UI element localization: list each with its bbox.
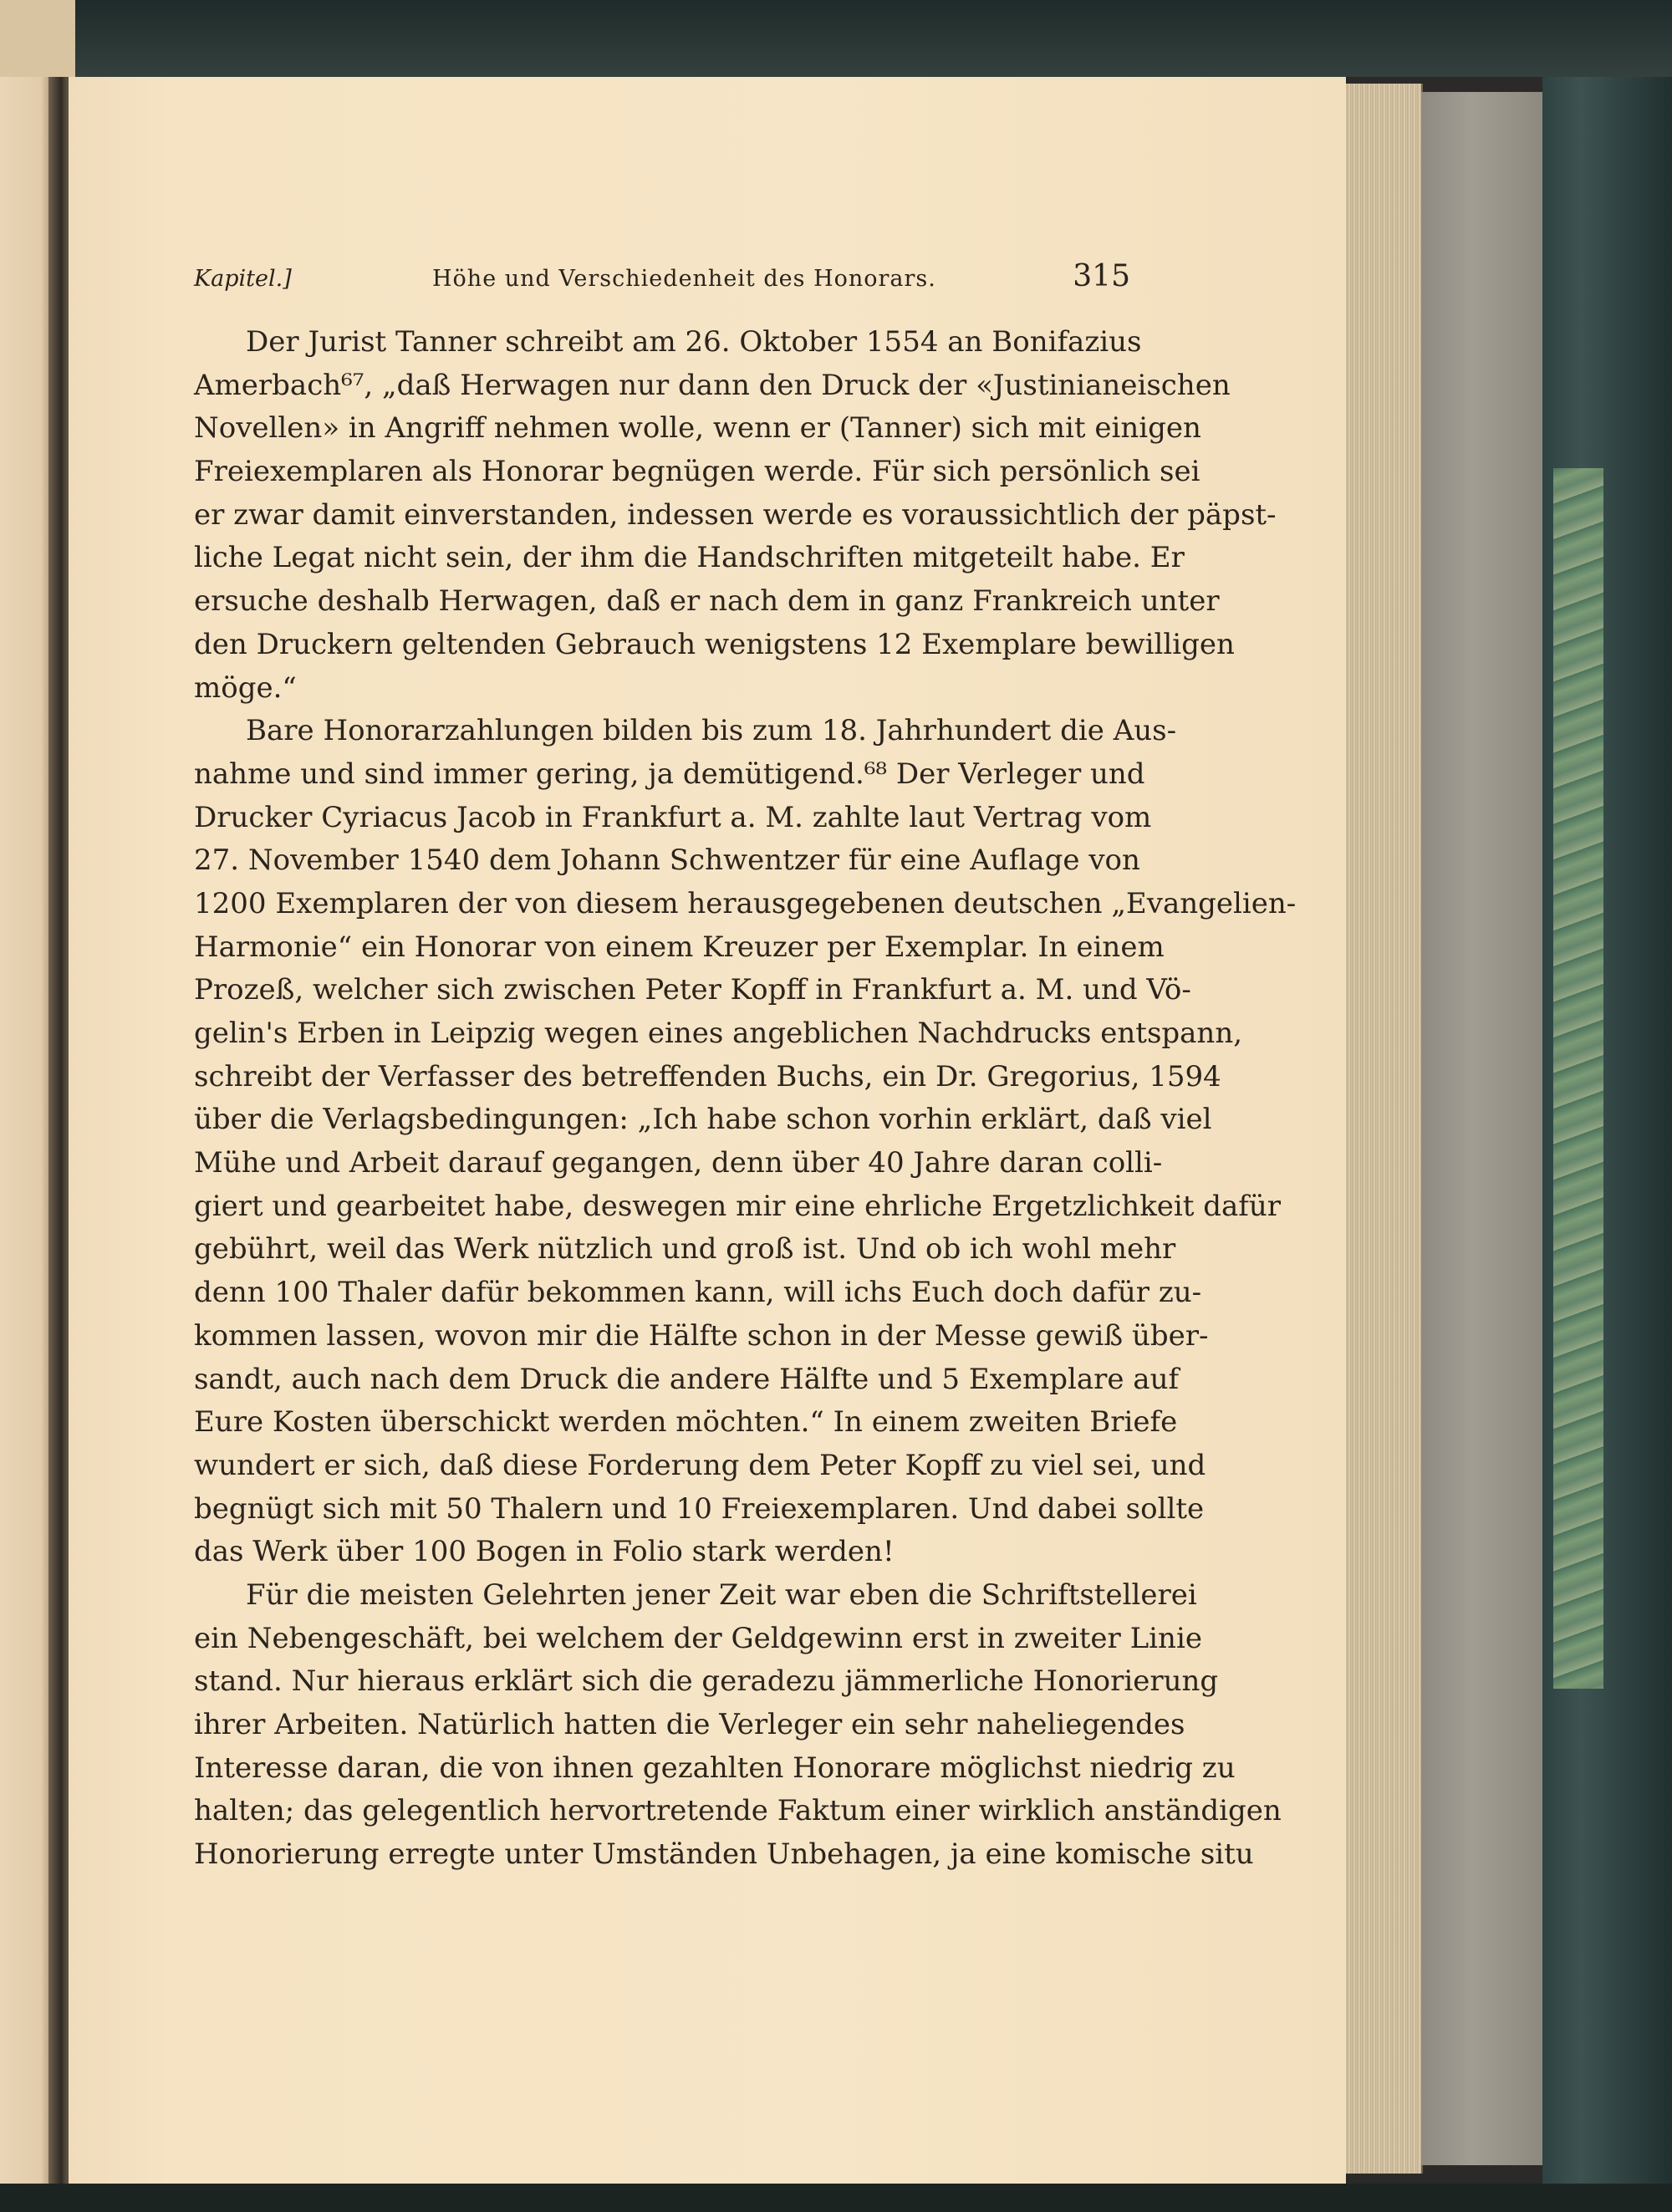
text-line: begnügt sich mit 50 Thalern und 10 Freiexemplaren. Und dabei sollte (194, 1491, 1205, 1526)
text-line: gebührt, weil das Werk nützlich und groß ist. Und ob ich wohl mehr (194, 1232, 1176, 1267)
text-line: giert und gearbeitet habe, deswegen mir eine ehrliche Ergetzlichkeit dafür (194, 1189, 1282, 1223)
text-line: 27. November 1540 dem Johann Schwentzer für eine Auflage von (194, 844, 1140, 878)
text-line: ersuche deshalb Herwagen, daß er nach dem in ganz Frankreich unter (194, 584, 1220, 619)
text-line: halten; das gelegentlich hervortretende Faktum einer wirklich anständigen (194, 1794, 1282, 1828)
body-text (194, 321, 1297, 1877)
text-line: kommen lassen, wovon mir die Hälfte schon in der Messe gewiß über- (194, 1318, 1209, 1353)
text-line: Drucker Cyriacus Jacob in Frankfurt a. M. zahlte laut Vertrag vom (194, 800, 1152, 834)
scan-background-bottom (0, 2184, 1672, 2212)
cover-board (1421, 92, 1547, 2165)
page-number: 315 (1073, 259, 1130, 293)
marbled-endpaper (1553, 468, 1603, 1689)
text-line: denn 100 Thaler dafür bekommen kann, will ichs Euch doch dafür zu- (194, 1276, 1202, 1310)
text-line: liche Legat nicht sein, der ihm die Handschriften mitgeteilt habe. Er (194, 541, 1185, 575)
text-line: Bare Honorarzahlungen bilden bis zum 18. Jahrhundert die Aus- (246, 714, 1177, 748)
scan-background-top (0, 0, 1672, 77)
text-line: möge.“ (194, 670, 297, 705)
running-header (194, 259, 1130, 301)
text-line: nahme und sind immer gering, ja demütigend.⁶⁸ Der Verleger und (194, 757, 1145, 791)
text-line: Der Jurist Tanner schreibt am 26. Oktober 1554 an Bonifazius (246, 325, 1142, 359)
text-line: er zwar damit einverstanden, indessen werde es voraussichtlich der päpst- (194, 497, 1277, 532)
text-line: Freiexemplaren als Honorar begnügen werde. Für sich persönlich sei (194, 455, 1200, 489)
text-line: Interesse daran, die von ihnen gezahlten Honorare möglichst niedrig zu (194, 1751, 1236, 1785)
text-line: sandt, auch nach dem Druck die andere Hälfte und 5 Exemplare auf (194, 1362, 1180, 1396)
text-line: Für die meisten Gelehrten jener Zeit war eben die Schriftstellerei (246, 1577, 1197, 1612)
text-line: stand. Nur hieraus erklärt sich die geradezu jämmerliche Honorierung (194, 1664, 1219, 1699)
text-line: Amerbach⁶⁷, „daß Herwagen nur dann den Druck der «Justinianeischen (194, 368, 1231, 402)
header-title: Höhe und Verschiedenheit des Honorars. (432, 266, 936, 292)
text-line: den Druckern geltenden Gebrauch wenigstens 12 Exemplare bewilligen (194, 627, 1235, 661)
text-line: Honorierung erregte unter Umständen Unbehagen, ja eine komische situ (194, 1837, 1254, 1872)
text-line: ein Nebengeschäft, bei welchem der Geldgewinn erst in zweiter Linie (194, 1621, 1202, 1655)
text-line: gelin's Erben in Leipzig wegen eines angeblichen Nachdrucks entspann, (194, 1017, 1243, 1050)
text-line: Harmonie“ ein Honorar von einem Kreuzer per Exemplar. In einem (194, 930, 1165, 964)
text-line: Mühe und Arbeit darauf gegangen, denn über 40 Jahre daran colli- (194, 1146, 1163, 1180)
text-line: Prozeß, welcher sich zwischen Peter Kopff in Frankfurt a. M. und Vö- (194, 973, 1191, 1007)
text-line: Novellen» in Angriff nehmen wolle, wenn er (Tanner) sich mit einigen (194, 411, 1201, 446)
text-line: 1200 Exemplaren der von diesem herausgegebenen deutschen „Evangelien- (194, 886, 1297, 920)
page-fore-edge (1346, 84, 1423, 2174)
text-line: schreibt der Verfasser des betreffenden Buchs, ein Dr. Gregorius, 1594 (194, 1059, 1221, 1093)
text-line: ihrer Arbeiten. Natürlich hatten die Verleger ein sehr naheliegendes (194, 1708, 1185, 1741)
header-chapter: Kapitel.] (194, 266, 292, 292)
text-line: Eure Kosten überschickt werden möchten.“ In einem zweiten Briefe (194, 1405, 1178, 1440)
text-line: wundert er sich, daß diese Forderung dem Peter Kopff zu viel sei, und (194, 1448, 1206, 1482)
text-line: über die Verlagsbedingungen: „Ich habe schon vorhin erklärt, daß viel (194, 1103, 1212, 1137)
text-line: das Werk über 100 Bogen in Folio stark werden! (194, 1535, 895, 1569)
